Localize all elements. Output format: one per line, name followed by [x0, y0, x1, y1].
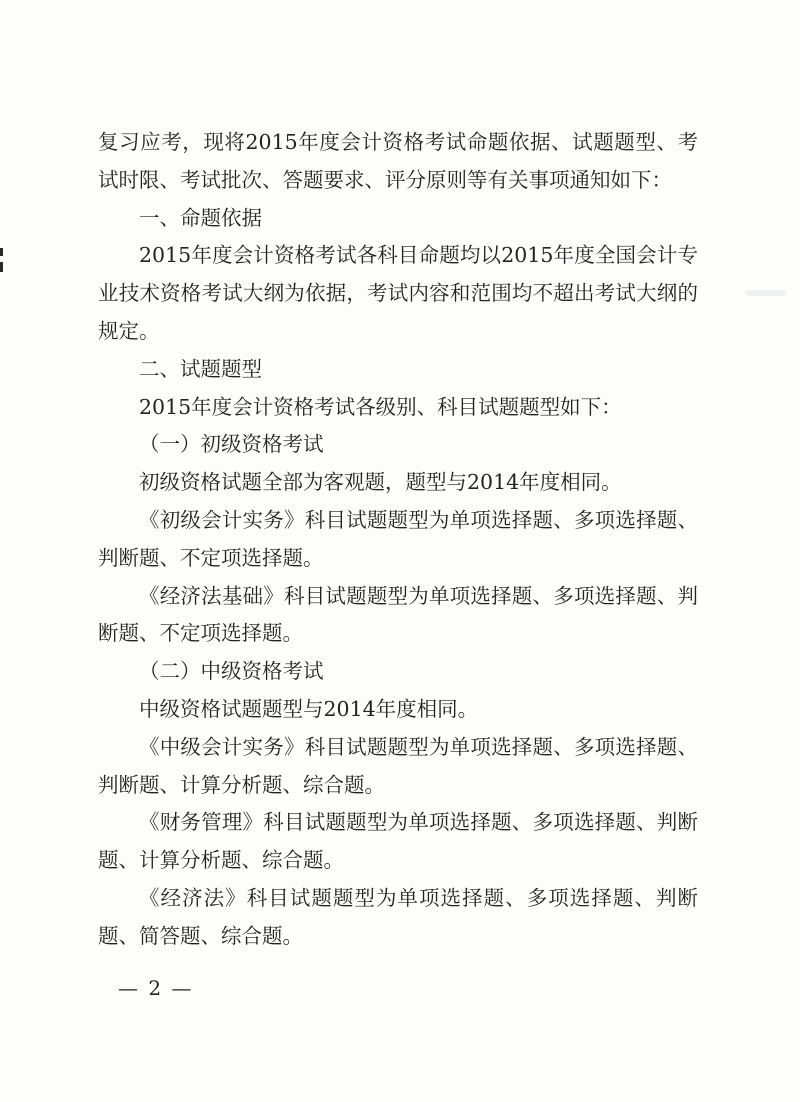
paragraph-junior-overview: 初级资格试题全部为客观题，题型与2014年度相同。 [139, 470, 622, 495]
paragraph-intermediate-accounting-practice: 《中级会计实务》科目试题题型为单项选择题、多项选择题、判断题、计算分析题、综合题。 [98, 734, 698, 797]
paragraph-intro-continuation: 复习应考，现将2015年度会计资格考试命题依据、试题题型、考试时限、考试批次、答题要求、评分原则等有关事项通知如下： [98, 130, 698, 192]
document-body [98, 124, 698, 956]
scan-edge-mark [0, 248, 3, 256]
paragraph-intermediate-overview: 中级资格试题题型与2014年度相同。 [139, 696, 479, 721]
paragraph-economic-law: 《经济法》科目试题题型为单项选择题、多项选择题、判断题、简答题、综合题。 [98, 885, 698, 948]
subheading-junior-exam: （一）初级资格考试 [139, 432, 324, 457]
paragraph-question-types-intro: 2015年度会计资格考试各级别、科目试题题型如下： [139, 394, 622, 419]
scan-edge-mark [0, 262, 3, 272]
scan-speck [746, 290, 786, 296]
paragraph-basis: 2015年度会计资格考试各科目命题均以2015年度全国会计专业技术资格考试大纲为依据，考试内容和范围均不超出考试大纲的规定。 [98, 243, 698, 343]
paragraph-financial-management: 《财务管理》科目试题题型为单项选择题、多项选择题、判断题、计算分析题、综合题。 [98, 810, 698, 873]
section-heading-question-types: 二、试题题型 [139, 356, 262, 381]
paragraph-economic-law-basics: 《经济法基础》科目试题题型为单项选择题、多项选择题、判断题、不定项选择题。 [98, 583, 698, 646]
paragraph-junior-accounting-practice: 《初级会计实务》科目试题题型为单项选择题、多项选择题、判断题、不定项选择题。 [98, 507, 698, 570]
page-number: — 2 — [118, 976, 194, 1000]
section-heading-basis: 一、命题依据 [139, 205, 262, 230]
subheading-intermediate-exam: （二）中级资格考试 [139, 659, 324, 684]
